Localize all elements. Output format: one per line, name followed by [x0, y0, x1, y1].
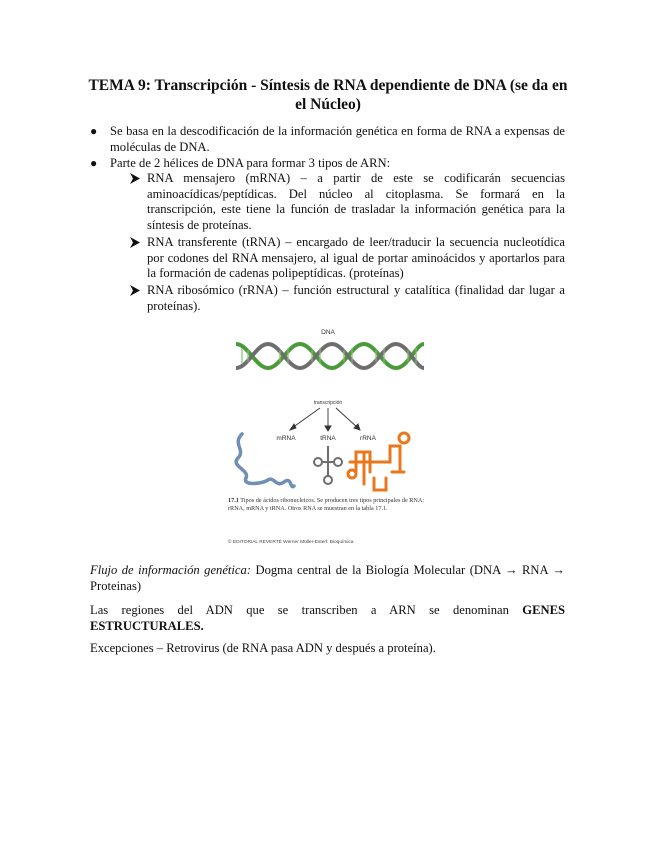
genes-bold: GENES ESTRUCTURALES.: [90, 603, 565, 633]
subbullet-item: [130, 171, 565, 235]
rna-types-figure: [228, 322, 428, 552]
trna-label: tRNA: [320, 435, 336, 442]
exceptions-paragraph: Excepciones – Retrovirus (de RNA pasa ADN y después a proteína).: [90, 641, 436, 655]
arrow-bullet-icon: [130, 173, 140, 184]
bullet-dot-icon: ●: [90, 124, 98, 138]
figure-credit: © EDITORIAL REVERTÉ Werner Müller-Esterl: Bioquímica: [228, 540, 354, 545]
page-title: TEMA 9: Transcripción - Síntesis de RNA dependiente de DNA (se da en el Núcleo): [88, 77, 568, 113]
bullet-text: Parte de 2 hélices de DNA para formar 3 tipos de ARN:: [110, 156, 391, 170]
trna-cloverleaf-icon: [314, 446, 342, 484]
bullet-dot-icon: ●: [90, 156, 98, 170]
rrna-label: rRNA: [360, 435, 376, 442]
flow-label: Flujo de información genética:: [90, 563, 251, 577]
subbullet-text: RNA transferente (tRNA) – encargado de leer/traducir la secuencia nucleotídica por codones del RNA mensajero, al igual de portar aminoácidos y aportarlos para la formación de cadenas polipeptídicas. (proteínas): [147, 235, 565, 281]
subbullet-text: RNA ribosómico (rRNA) – función estructural y catalítica (finalidad dar lugar a proteínas).: [147, 283, 565, 313]
flow-text: Dogma central de la Biología Molecular (DNA → RNA → Proteinas): [90, 563, 565, 593]
mrna-label: mRNA: [276, 435, 296, 442]
genes-paragraph: [90, 603, 565, 634]
bullet-item: [90, 124, 565, 156]
transcription-label: transcripción: [313, 400, 343, 406]
dna-helix-icon: [236, 344, 424, 368]
subbullet-item: [130, 235, 565, 283]
figure-caption: [228, 497, 428, 512]
dna-label: DNA: [321, 329, 335, 336]
subbullet-text: RNA mensajero (mRNA) – a partir de este se codificarán secuencias aminoacídicas/peptídicas. Del núcleo al citoplasma. Se formará en la transcripción, este tiene la función de trasladar la información genética para la síntesis de proteínas.: [147, 171, 565, 232]
arrow-bullet-icon: [130, 237, 140, 248]
caption-text: Tipos de ácidos ribonucleicos. Se producen tres tipos principales de RNA: rRNA, mRNA y tRNA. Otros RNA se muestran en la tabla 17.1.: [228, 497, 425, 512]
rrna-structure-icon: [348, 433, 409, 490]
bullet-text: Se basa en la descodificación de la información genética en forma de RNA a expensas de moléculas de DNA.: [110, 124, 565, 154]
arrow-bullet-icon: [130, 285, 140, 296]
transcription-arrows-icon: [290, 408, 360, 431]
caption-number: 17.1: [228, 497, 239, 504]
flow-paragraph: [90, 563, 565, 594]
genes-text: Las regiones del ADN que se transcriben a ARN se denominan: [90, 603, 523, 617]
subbullet-item: [130, 283, 565, 315]
bullet-item: [90, 156, 565, 172]
